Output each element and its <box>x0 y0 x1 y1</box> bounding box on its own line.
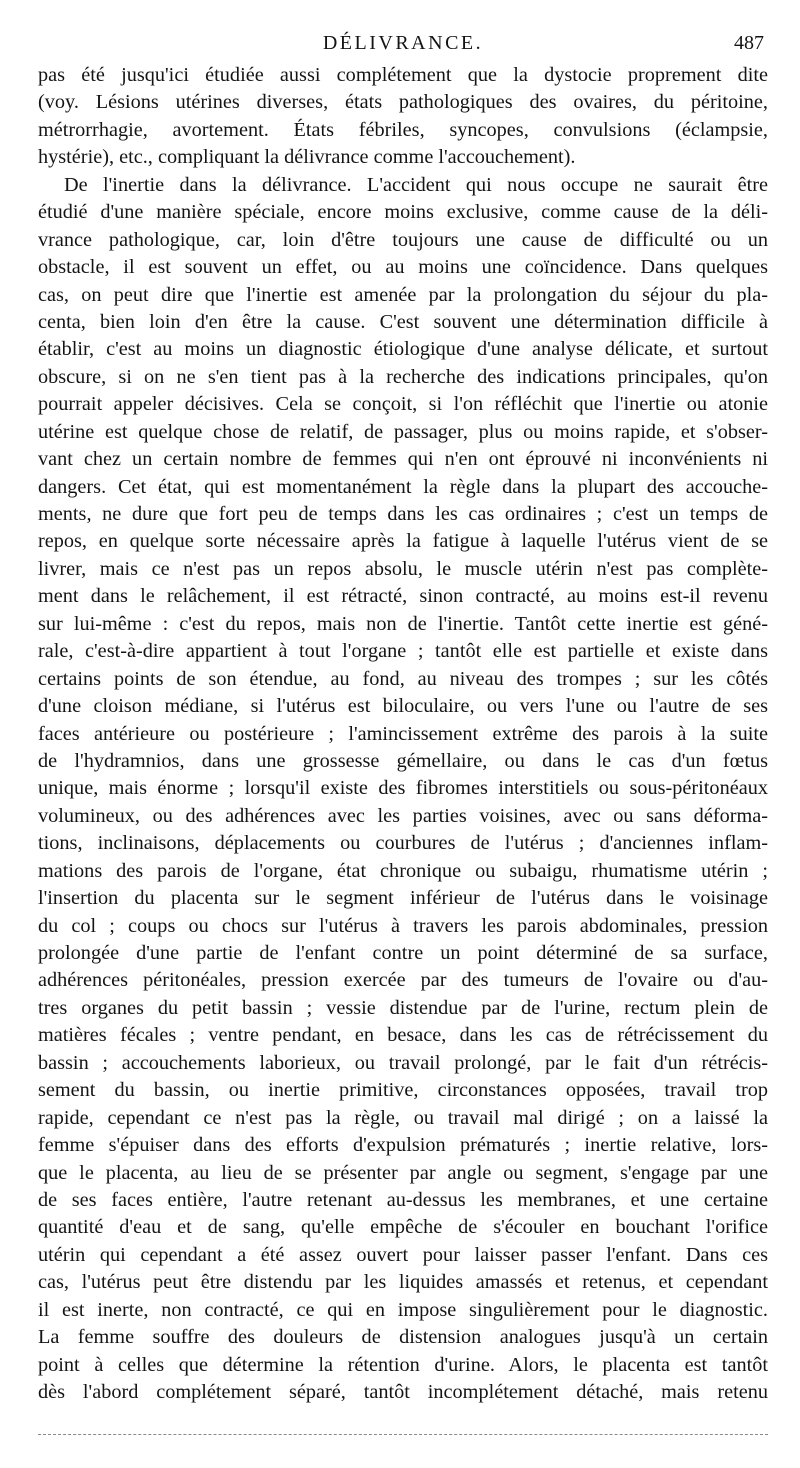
text-line: dangers. Cet état, qui est momentanément la règle dans la plupart des accouche- <box>38 475 768 498</box>
text-line: que le placenta, au lieu de se présenter par angle ou segment, s'engage par une <box>38 1161 768 1184</box>
text-line: unique, mais énorme ; lorsqu'il existe des fibromes interstitiels ou sous-péritonéaux <box>38 777 768 800</box>
text-line: de l'hydramnios, dans une grossesse gémellaire, ou dans le cas d'un fœtus <box>38 749 768 772</box>
footer-rule <box>38 1434 768 1435</box>
text-line: adhérences péritonéales, pression exercée par des tumeurs de l'ovaire ou d'au- <box>38 969 768 992</box>
text-line: du col ; coups ou chocs sur l'utérus à travers les parois abdominales, pression <box>38 914 768 937</box>
text-line: établir, c'est au moins un diagnostic étiologique d'une analyse délicate, et surtout <box>38 338 768 361</box>
running-title: DÉLIVRANCE. <box>322 32 484 54</box>
text-line: utérine est quelque chose de relatif, de passager, plus ou moins rapide, et s'obser- <box>38 420 768 443</box>
text-line: tres organes du petit bassin ; vessie distendue par de l'urine, rectum plein de <box>38 996 768 1019</box>
text-line: tions, inclinaisons, déplacements ou courbures de l'utérus ; d'anciennes inflam- <box>38 832 768 855</box>
text-line: obscure, si on ne s'en tient pas à la recherche des indications principales, qu'on <box>38 365 768 388</box>
text-line: rapide, cependant ce n'est pas la règle, ou travail mal dirigé ; on a laissé la <box>38 1106 768 1129</box>
text-line: sement du bassin, ou inertie primitive, circonstances opposées, travail trop <box>38 1079 768 1102</box>
text-line: sur lui-même : c'est du repos, mais non de l'inertie. Tantôt cette inertie est géné- <box>38 612 768 635</box>
text-line: mations des parois de l'organe, état chronique ou subaigu, rhumatisme utérin ; <box>38 859 768 882</box>
text-line: obstacle, il est souvent un effet, ou au moins une coïncidence. Dans quelques <box>38 256 768 279</box>
text-line: centa, bien loin d'en être la cause. C'est souvent une détermination difficile à <box>38 310 768 333</box>
section-heading-line: De l'inertie dans la délivrance. L'accident qui nous occupe ne saurait être <box>64 173 768 196</box>
text-line: bassin ; accouchements laborieux, ou travail prolongé, par le fait d'un rétrécis- <box>38 1051 768 1074</box>
text-line: il est inerte, non contracté, ce qui en impose singulièrement pour le diagnostic. <box>38 1298 768 1321</box>
text-line: ment dans le relâchement, il est rétracté, sinon contracté, au moins est-il revenu <box>38 585 768 608</box>
text-line: hystérie), etc., compliquant la délivrance comme l'accouchement). <box>38 146 576 169</box>
text-line: de ses faces entière, l'autre retenant au-dessus les membranes, et une certaine <box>38 1188 768 1211</box>
text-line: point à celles que détermine la rétention d'urine. Alors, le placenta est tantôt <box>38 1353 768 1376</box>
text-line: livrer, mais ce n'est pas un repos absolu, le muscle utérin n'est pas complète- <box>38 557 768 580</box>
text-line: pourrait appeler décisives. Cela se conçoit, si l'on réfléchit que l'inertie ou atonie <box>38 393 768 416</box>
text-line: faces antérieure ou postérieure ; l'amincissement extrême des parois à la suite <box>38 722 768 745</box>
text-line: l'insertion du placenta sur le segment inférieur de l'utérus dans le voisinage <box>38 887 768 910</box>
page-number: 487 <box>734 32 764 54</box>
text-line: prolongée d'une partie de l'enfant contre un point déterminé de sa surface, <box>38 942 768 964</box>
body-text <box>38 62 768 1406</box>
text-line: métrorrhagie, avortement. États fébriles, syncopes, convulsions (éclampsie, <box>38 118 768 141</box>
text-line: ments, ne dure que fort peu de temps dans les cas ordinaires ; c'est un temps de <box>38 503 768 525</box>
text-line: vant chez un certain nombre de femmes qui n'en ont éprouvé ni inconvénients ni <box>38 448 768 471</box>
text-line: pas été jusqu'ici étudiée aussi complétement que la dystocie proprement dite <box>38 64 768 86</box>
text-line: matières fécales ; ventre pendant, en besace, dans les cas de rétrécissement du <box>38 1024 768 1047</box>
text-line: certains points de son étendue, au fond, au niveau des trompes ; sur les côtés <box>38 667 768 690</box>
text-line: (voy. Lésions utérines diverses, états pathologiques des ovaires, du péritoine, <box>38 91 768 114</box>
text-line: dès l'abord complétement séparé, tantôt incomplétement détaché, mais retenu <box>38 1381 768 1403</box>
text-line: cas, l'utérus peut être distendu par les liquides amassés et retenus, et cependant <box>38 1271 768 1294</box>
text-line: cas, on peut dire que l'inertie est amenée par la prolongation du séjour du pla- <box>38 283 768 306</box>
text-line: utérin qui cependant a été assez ouvert pour laisser passer l'enfant. Dans ces <box>38 1243 768 1266</box>
text-line: étudié d'une manière spéciale, encore moins exclusive, comme cause de la déli- <box>38 201 768 224</box>
text-line: quantité d'eau et de sang, qu'elle empêche de s'écouler en bouchant l'orifice <box>38 1216 768 1239</box>
text-line: rale, c'est-à-dire appartient à tout l'organe ; tantôt elle est partielle et existe dans <box>38 640 768 663</box>
text-line: femme s'épuiser dans des efforts d'expulsion prématurés ; inertie relative, lors- <box>38 1134 768 1157</box>
text-line: La femme souffre des douleurs de distension analogues jusqu'à un certain <box>38 1326 768 1349</box>
text-line: vrance pathologique, car, loin d'être toujours une cause de difficulté ou un <box>38 228 768 251</box>
text-line: volumineux, ou des adhérences avec les parties voisines, avec ou sans déforma- <box>38 804 768 827</box>
text-line: d'une cloison médiane, si l'utérus est biloculaire, ou vers l'une ou l'autre de ses <box>38 695 768 718</box>
text-line: repos, en quelque sorte nécessaire après la fatigue à laquelle l'utérus vient de se <box>38 530 768 553</box>
running-head <box>38 30 768 58</box>
